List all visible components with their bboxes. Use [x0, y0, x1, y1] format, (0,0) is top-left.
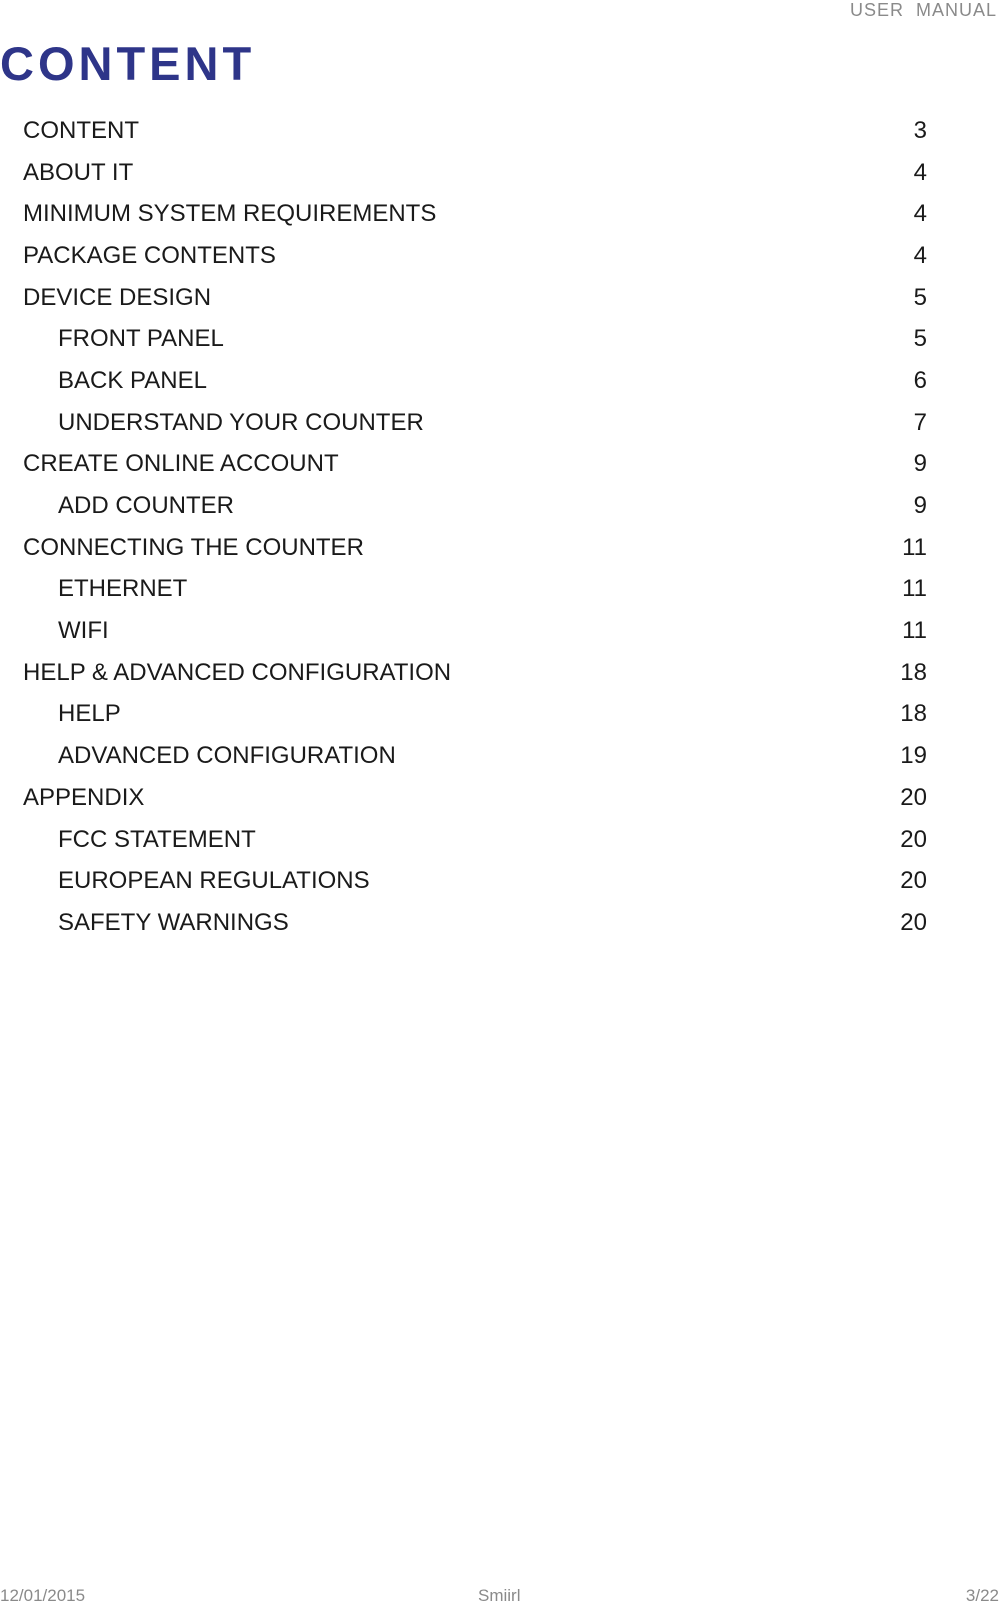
toc-entry-device-design[interactable]	[23, 277, 927, 319]
toc-entry-title: ADD COUNTER	[58, 492, 235, 520]
toc-entry-title: CONTENT	[23, 116, 139, 144]
toc-entry-title: APPENDIX	[23, 783, 145, 811]
footer-page-number: 3/22	[965, 1586, 999, 1605]
toc-entry-title: FCC STATEMENT	[58, 825, 256, 853]
toc-entry-title: EUROPEAN REGULATIONS	[58, 867, 370, 895]
toc-entry-title: ABOUT IT	[23, 158, 134, 186]
toc-entry-page: 9	[913, 450, 927, 478]
toc-entry-title: SAFETY WARNINGS	[58, 908, 289, 936]
toc-entry-help-advanced-configuration[interactable]	[23, 652, 927, 694]
toc-entry-page: 7	[913, 408, 927, 436]
toc-entry-page: 6	[913, 366, 927, 394]
toc-entry-connecting-the-counter[interactable]	[23, 527, 927, 569]
toc-entry-content[interactable]	[23, 110, 927, 152]
toc-entry-title: ETHERNET	[58, 575, 188, 603]
header-label: USER MANUAL	[849, 0, 997, 20]
toc-entry-back-panel[interactable]	[23, 360, 927, 402]
toc-entry-page: 11	[902, 575, 927, 603]
toc-entry-page: 9	[913, 492, 927, 520]
toc-entry-title: PACKAGE CONTENTS	[23, 241, 276, 269]
toc-entry-understand-your-counter[interactable]	[23, 402, 927, 444]
toc-entry-page: 19	[900, 742, 927, 770]
toc-entry-ethernet[interactable]	[23, 569, 927, 611]
toc-entry-title: DEVICE DESIGN	[23, 283, 212, 311]
toc-entry-minimum-system-requirements[interactable]	[23, 193, 927, 235]
toc-entry-wifi[interactable]	[23, 610, 927, 652]
toc-entry-title: CREATE ONLINE ACCOUNT	[23, 450, 339, 478]
toc-entry-page: 20	[900, 908, 927, 936]
toc-entry-european-regulations[interactable]	[23, 860, 927, 902]
table-of-contents	[23, 110, 927, 944]
toc-entry-package-contents[interactable]	[23, 235, 927, 277]
toc-entry-appendix[interactable]	[23, 777, 927, 819]
toc-entry-page: 4	[913, 200, 927, 228]
toc-entry-title: BACK PANEL	[58, 366, 207, 394]
toc-entry-page: 4	[913, 241, 927, 269]
toc-entry-advanced-configuration[interactable]	[23, 735, 927, 777]
toc-entry-title: CONNECTING THE COUNTER	[23, 533, 364, 561]
toc-entry-page: 5	[913, 283, 927, 311]
page-footer	[0, 1584, 1001, 1608]
toc-entry-title: FRONT PANEL	[58, 325, 224, 353]
toc-entry-add-counter[interactable]	[23, 485, 927, 527]
toc-entry-safety-warnings[interactable]	[23, 902, 927, 944]
toc-entry-create-online-account[interactable]	[23, 444, 927, 486]
toc-entry-title: UNDERSTAND YOUR COUNTER	[58, 408, 424, 436]
page-title: CONTENT	[0, 37, 256, 90]
toc-entry-page: 20	[900, 825, 927, 853]
footer-date: 12/01/2015	[0, 1586, 86, 1605]
toc-entry-page: 11	[902, 533, 927, 561]
toc-entry-title: HELP	[58, 700, 121, 728]
toc-entry-page: 18	[900, 700, 927, 728]
toc-entry-help[interactable]	[23, 694, 927, 736]
toc-entry-about-it[interactable]	[23, 152, 927, 194]
toc-entry-title: HELP & ADVANCED CONFIGURATION	[23, 658, 452, 686]
footer-brand: Smiirl	[478, 1586, 521, 1605]
toc-entry-page: 3	[913, 116, 927, 144]
toc-entry-title: ADVANCED CONFIGURATION	[58, 742, 396, 770]
toc-entry-title: WIFI	[58, 617, 109, 645]
toc-entry-title: MINIMUM SYSTEM REQUIREMENTS	[23, 200, 437, 228]
toc-entry-front-panel[interactable]	[23, 318, 927, 360]
toc-entry-page: 11	[902, 617, 927, 645]
toc-entry-page: 4	[913, 158, 927, 186]
toc-entry-page: 20	[900, 867, 927, 895]
toc-entry-fcc-statement[interactable]	[23, 819, 927, 861]
toc-entry-page: 5	[913, 325, 927, 353]
toc-entry-page: 18	[900, 658, 927, 686]
toc-entry-page: 20	[900, 783, 927, 811]
